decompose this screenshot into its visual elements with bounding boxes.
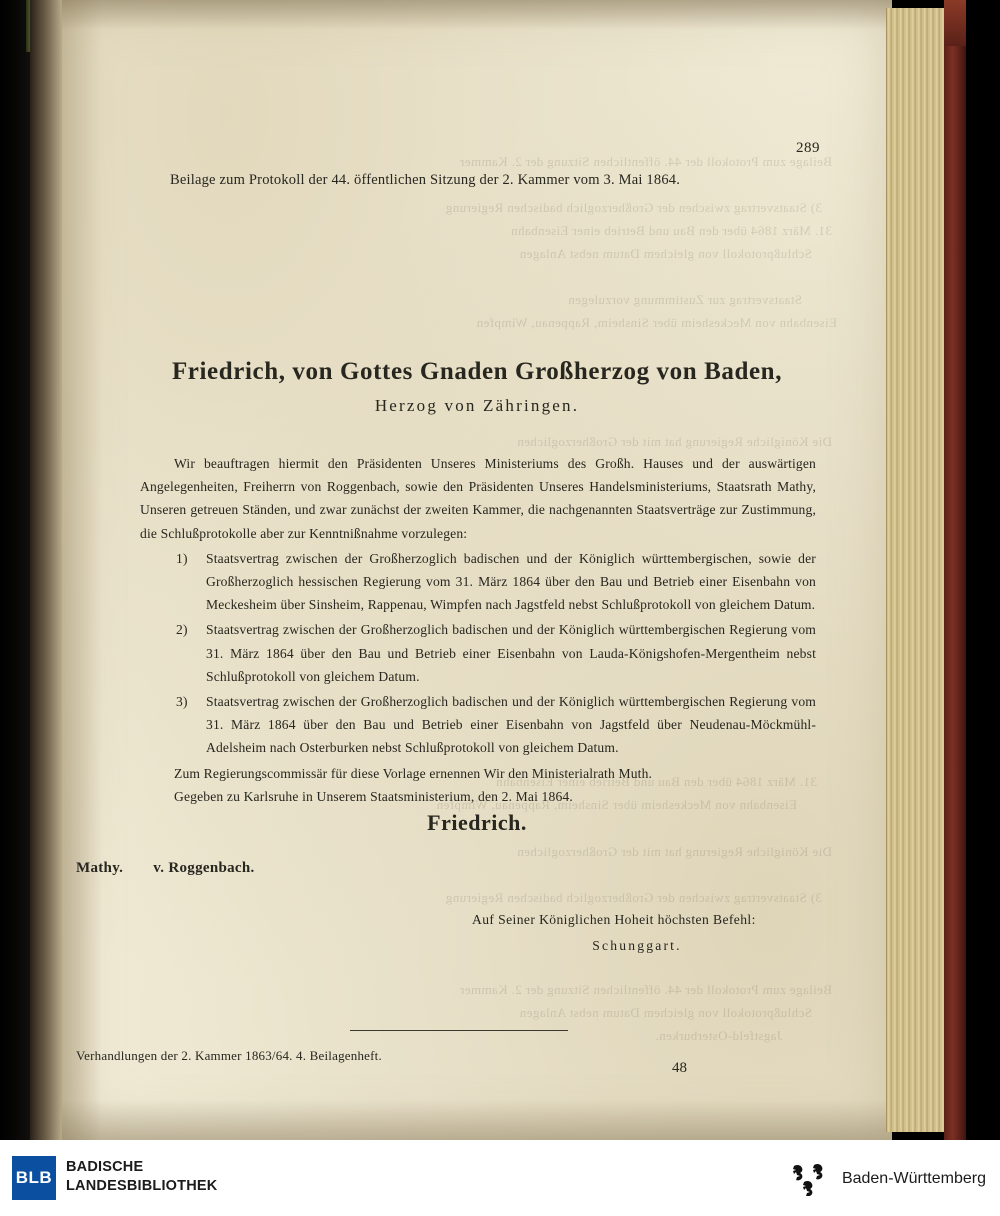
countersign-roggenbach: v. Roggenbach. — [153, 860, 255, 876]
intro-paragraph: Wir beauftragen hiermit den Präsidenten Unseres Ministeriums des Großh. Hauses und der auswärtigen Angelegenheiten, Freiherrn von Roggenbach, sowie den Präsidenten Unseres Handelsministeriums, Staatsrath Mathy, Unseren getreuen Ständen, und zwar zunächst der zweiten Kammer, die nachgenannten Staatsverträge zur Zustimmung, die Schlußprotokolle aber zur Kenntnißnahme vorzulegen: — [140, 456, 816, 541]
page-subtitle: Herzog von Zähringen. — [374, 396, 580, 415]
ghost-line: 3) Staatsvertrag zwischen der Großherzoglich badischen Regierung — [445, 200, 822, 215]
decree-body — [140, 452, 816, 808]
ghost-line: Staatsvertrag zur Zustimmung vorzulegen — [567, 292, 802, 307]
countersignatures — [76, 860, 281, 877]
ghost-line: Eisenbahn von Meckesheim über Sinsheim, Rappenau, Wimpfen — [476, 315, 837, 330]
library-name — [66, 1158, 217, 1196]
order-signer: Schunggart. — [592, 938, 682, 953]
library-name-line1: BADISCHE — [66, 1159, 144, 1175]
state-label: Baden-Württemberg — [841, 1170, 986, 1187]
fore-edge — [886, 8, 949, 1132]
binding-shadow — [0, 0, 34, 1140]
ghost-line: Eisenbahn von Meckesheim über Sinsheim, Rappenau, Wimpfen — [436, 797, 797, 812]
cover-edge-top — [944, 0, 966, 46]
folio-number: 289 — [796, 140, 820, 156]
cover-edge — [944, 0, 966, 1140]
page-content — [62, 0, 892, 1140]
list-item: Staatsvertrag zwischen der Großherzoglich badischen und der Königlich württembergischen Regierung vom 31. März 1864 über den Bau und Betrieb einer Eisenbahn von Jagstfeld über Neudenau-Möckmühl-Adelsheim nach Osterburken nebst Schlußprotokoll von gleichem Datum. — [206, 694, 816, 756]
list-item: Staatsvertrag zwischen der Großherzoglich badischen und der Königlich württembergischen Regierung vom 31. März 1864 über den Bau und Betrieb einer Eisenbahn von Lauda-Königshofen-Mergentheim nebst Schlußprotokoll von gleichem Datum. — [206, 622, 816, 684]
footer-rule — [350, 1030, 568, 1031]
ghost-line: Jagstfeld-Osterburken. — [655, 1028, 782, 1043]
page-title: Friedrich, von Gottes Gnaden Großherzog von Baden, — [171, 358, 783, 385]
treaty-list — [140, 547, 816, 760]
given-paragraph: Gegeben zu Karlsruhe in Unserem Staatsministerium, den 2. Mai 1864. — [174, 788, 573, 804]
ghost-line: Beilage zum Protokoll der 44. öffentlichen Sitzung der 2. Kammer — [459, 154, 832, 169]
ghost-line: 3) Staatsvertrag zwischen der Großherzoglich badischen Regierung — [445, 890, 822, 905]
ghost-line: Schlußprotokoll von gleichem Datum nebst Anlagen — [519, 1005, 812, 1020]
ghost-line: 31. März 1864 über den Bau und Betrieb einer Eisenbahn — [510, 223, 832, 238]
ghost-line: Schlußprotokoll von gleichem Datum nebst Anlagen — [519, 246, 812, 261]
viewer-footer-bar — [0, 1140, 1000, 1216]
lion-crest-icon — [790, 1162, 832, 1196]
footer-source: Verhandlungen der 2. Kammer 1863/64. 4. Beilagenheft. — [76, 1048, 382, 1063]
ghost-line: Die Königliche Regierung hat mit der Großherzoglichen — [516, 844, 832, 859]
state-branding — [790, 1162, 986, 1196]
footer-sheet-number: 48 — [672, 1060, 687, 1076]
blb-logo[interactable]: BLB — [12, 1156, 56, 1200]
ghost-line: Beilage zum Protokoll der 44. öffentlichen Sitzung der 2. Kammer — [459, 982, 832, 997]
ghost-line: 31. März 1864 über den Bau und Betrieb einer Eisenbahn — [495, 774, 817, 789]
sovereign-signature: Friedrich. — [427, 810, 527, 835]
beilage-heading: Beilage zum Protokoll der 44. öffentlichen Sitzung der 2. Kammer vom 3. Mai 1864. — [170, 172, 681, 188]
order-line: Auf Seiner Königlichen Hoheit höchsten Befehl: — [472, 912, 756, 927]
list-item: Staatsvertrag zwischen der Großherzoglich badischen und der Königlich württembergischen, sowie der Großherzoglich hessischen Regierung vom 31. März 1864 über den Bau und Betrieb einer Eisenbahn von Meckesheim über Sinsheim, Rappenau, Wimpfen nach Jagstfeld nebst Schlußprotokoll von gleichem Datum. — [206, 550, 816, 613]
countersign-mathy: Mathy. — [76, 860, 124, 876]
library-name-line2: LANDESBIBLIOTHEK — [66, 1178, 218, 1194]
commissar-paragraph: Zum Regierungscommissär für diese Vorlage ernennen Wir den Ministerialrath Muth. — [174, 765, 653, 781]
ghost-line: Die Königliche Regierung hat mit der Großherzoglichen — [516, 434, 832, 449]
royal-order-block — [472, 908, 802, 958]
